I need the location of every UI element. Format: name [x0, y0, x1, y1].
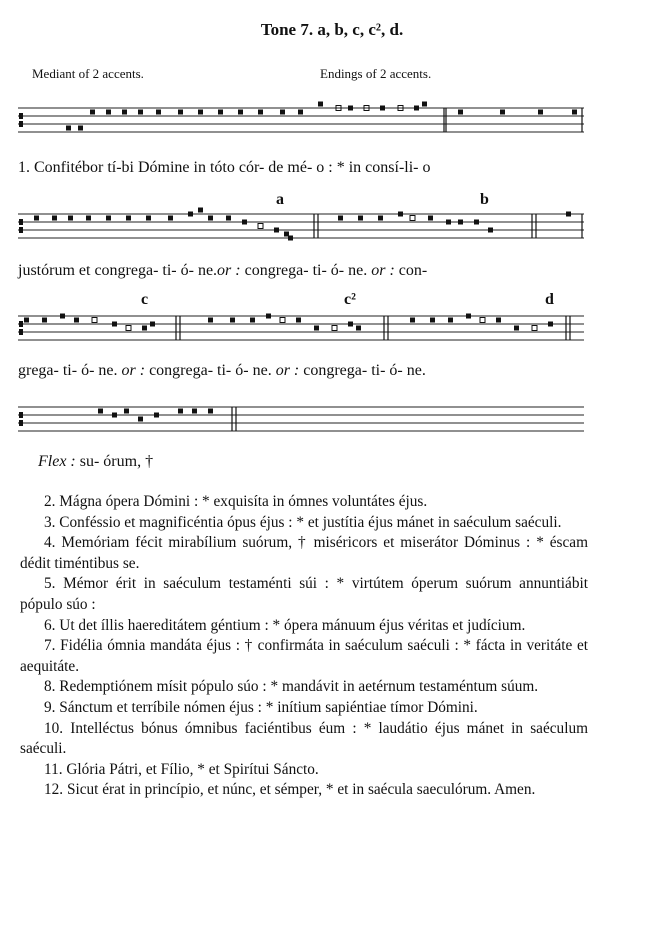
- or-marker: or :: [371, 262, 395, 279]
- clef-mark: [19, 113, 23, 119]
- verse: 4. Memóriam fécit mirabílium suórum, † miséricors et miserátor Dóminus : * éscam dédit timéntibus se.: [20, 534, 588, 572]
- neume: [112, 413, 117, 418]
- neume: [124, 409, 129, 414]
- or-marker: or :: [121, 362, 146, 379]
- lyric-line-3: [18, 362, 426, 380]
- neume: [258, 110, 263, 115]
- neume: [572, 110, 577, 115]
- verse: 10. Intelléctus bónus ómnibus faciéntibus éum : * laudátio éjus mánet in saéculum saéculi.: [20, 719, 588, 758]
- flex-line: [38, 453, 153, 471]
- neume: [178, 110, 183, 115]
- neume: [178, 409, 183, 414]
- flex-label: Flex :: [38, 453, 76, 470]
- clef-mark: [19, 227, 23, 233]
- staff-lines: [18, 210, 584, 250]
- neume: [548, 322, 553, 327]
- neume: [150, 322, 155, 327]
- neume: [250, 318, 255, 323]
- neume: [428, 216, 433, 221]
- neume: [198, 208, 203, 213]
- variant-label-b: b: [480, 191, 489, 208]
- neume: [448, 318, 453, 323]
- neume: [106, 110, 111, 115]
- neume: [86, 216, 91, 221]
- neume: [332, 326, 337, 331]
- neume: [410, 318, 415, 323]
- neume: [446, 220, 451, 225]
- neume: [68, 216, 73, 221]
- flex-text: su- órum, †: [75, 453, 154, 470]
- verse: 2. Mágna ópera Dómini : * exquisíta in ómnes voluntátes éjus.: [44, 493, 428, 510]
- neume: [168, 216, 173, 221]
- verse: 11. Glória Pátri, et Fílio, * et Spirítui Sáncto.: [44, 760, 319, 778]
- clef-mark: [19, 321, 23, 327]
- clef-mark: [19, 329, 23, 335]
- lyric-segment: grega- ti- ó- ne.: [18, 362, 122, 379]
- verse: 6. Ut det íllis haereditátem géntium : * ópera mánuum éjus véritas et judícium.: [44, 616, 526, 634]
- neume: [348, 322, 353, 327]
- neume: [380, 106, 385, 111]
- verse: 12. Sicut érat in princípio, et núnc, et sémper, * et in saécula saeculórum. Amen.: [44, 781, 536, 799]
- neume: [318, 102, 323, 107]
- chant-staff-2: [18, 210, 584, 246]
- neume: [60, 314, 65, 319]
- neume: [242, 220, 247, 225]
- neume: [258, 224, 263, 229]
- variant-label-c2: c²: [344, 291, 356, 308]
- neume: [348, 106, 353, 111]
- clef-mark: [19, 420, 23, 426]
- neume: [122, 110, 127, 115]
- neume: [314, 326, 319, 331]
- neume: [42, 318, 47, 323]
- chant-staff-4: [18, 403, 584, 439]
- neume: [378, 216, 383, 221]
- neume: [514, 326, 519, 331]
- neume: [126, 216, 131, 221]
- staff-lines: [18, 403, 584, 443]
- neume: [266, 314, 271, 319]
- neume: [142, 326, 147, 331]
- neume: [156, 110, 161, 115]
- neume: [66, 126, 71, 131]
- staff-lines: [18, 104, 584, 144]
- neume: [98, 409, 103, 414]
- neume: [496, 318, 501, 323]
- neume: [338, 216, 343, 221]
- or-marker: or :: [217, 262, 241, 279]
- neume: [138, 110, 143, 115]
- neume: [78, 126, 83, 131]
- neume: [566, 212, 571, 217]
- neume: [422, 102, 427, 107]
- neume: [192, 409, 197, 414]
- lyric-segment: justórum et congrega- ti- ó- ne.: [18, 262, 218, 279]
- or-marker: or :: [275, 362, 300, 379]
- neume: [480, 318, 485, 323]
- neume: [74, 318, 79, 323]
- chant-staff-3: [18, 312, 584, 348]
- neume: [474, 220, 479, 225]
- variant-label-d: d: [545, 291, 554, 308]
- endings-label: Endings of 2 accents.: [320, 66, 432, 81]
- neume: [288, 236, 293, 241]
- neume: [430, 318, 435, 323]
- lyric-line-2: [18, 262, 427, 280]
- neume: [280, 318, 285, 323]
- lyric-line-1: 1. Confitébor tí-bi Dómine in tóto cór- de mé- o : * in consí-li- o: [18, 159, 431, 176]
- clef-mark: [19, 412, 23, 418]
- verse: 9. Sánctum et terríbile nómen éjus : * inítium sapiéntiae tímor Dómini.: [44, 698, 478, 716]
- lyric-segment: congrega- ti- ó- ne.: [145, 362, 276, 379]
- neume: [208, 318, 213, 323]
- lyric-segment: con-: [394, 262, 428, 279]
- neume: [296, 318, 301, 323]
- neume: [458, 220, 463, 225]
- neume: [154, 413, 159, 418]
- neume: [274, 228, 279, 233]
- neume: [230, 318, 235, 323]
- neume: [410, 216, 415, 221]
- lyric-segment: congrega- ti- ó- ne.: [299, 362, 426, 379]
- variant-label-a: a: [276, 191, 284, 208]
- neume: [24, 318, 29, 323]
- clef-mark: [19, 121, 23, 127]
- neume: [500, 110, 505, 115]
- neume: [466, 314, 471, 319]
- psalm-verses: [20, 492, 588, 801]
- neume: [488, 228, 493, 233]
- chant-staff-1: [18, 104, 584, 140]
- neume: [146, 216, 151, 221]
- clef-mark: [19, 219, 23, 225]
- neume: [298, 110, 303, 115]
- verse: 5. Mémor érit in saéculum testaménti súi : * virtútem óperum suórum annuntiábit pópulo súo :: [20, 575, 588, 613]
- neume: [92, 318, 97, 323]
- neume: [112, 322, 117, 327]
- neume: [538, 110, 543, 115]
- neume: [226, 216, 231, 221]
- neume: [280, 110, 285, 115]
- neume: [532, 326, 537, 331]
- lyric-segment: congrega- ti- ó- ne.: [240, 262, 372, 279]
- neume: [208, 216, 213, 221]
- mediant-label: Mediant of 2 accents.: [32, 66, 144, 81]
- verse: 7. Fidélia ómnia mandáta éjus : † confirmáta in saéculum saéculi : * fácta in veritáte et aequitáte.: [20, 637, 588, 675]
- verse: 3. Conféssio et magnificéntia ópus éjus : * et justítia éjus mánet in saéculum saéculi.: [44, 513, 562, 531]
- neume: [208, 409, 213, 414]
- neume: [414, 106, 419, 111]
- neume: [458, 110, 463, 115]
- neume: [52, 216, 57, 221]
- neume: [126, 326, 131, 331]
- neume: [356, 326, 361, 331]
- neume: [198, 110, 203, 115]
- neume: [90, 110, 95, 115]
- staff-lines: [18, 312, 584, 352]
- neume: [398, 212, 403, 217]
- neume: [34, 216, 39, 221]
- verse: 8. Redemptiónem mísit pópulo súo : * mandávit in aetérnum testaméntum súum.: [44, 678, 539, 696]
- neume: [238, 110, 243, 115]
- variant-label-c: c: [141, 291, 149, 308]
- neume: [106, 216, 111, 221]
- neume: [188, 212, 193, 217]
- neume: [138, 417, 143, 422]
- neume: [218, 110, 223, 115]
- page-title: Tone 7. a, b, c, c², d.: [260, 20, 404, 39]
- neume: [358, 216, 363, 221]
